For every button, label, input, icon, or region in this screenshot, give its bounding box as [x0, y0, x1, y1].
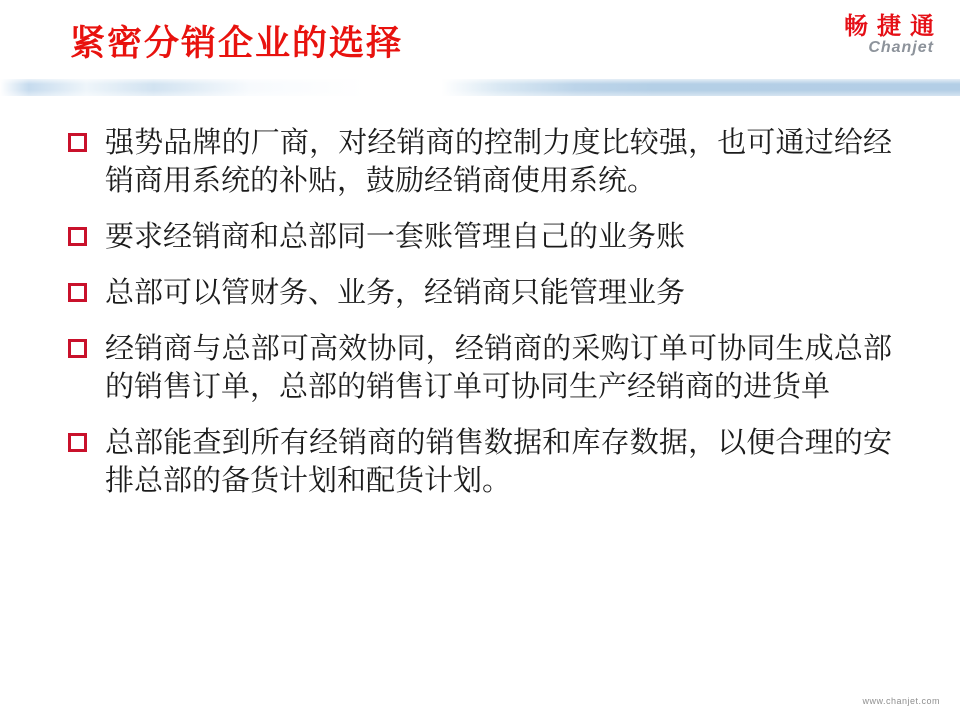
list-item [68, 424, 892, 500]
list-item [68, 218, 892, 256]
bullet-square-icon [68, 227, 87, 246]
bullet-square-icon [68, 283, 87, 302]
logo-english-text: Chanjet [868, 39, 934, 57]
bullet-text: 强势品牌的厂商，对经销商的控制力度比较强，也可通过给经销商用系统的补贴，鼓励经销商使用系统。 [105, 127, 892, 197]
bullet-text: 经销商与总部可高效协同，经销商的采购订单可协同生成总部的销售订单，总部的销售订单可协同生产经销商的进货单 [105, 333, 892, 403]
page-title: 紧密分销企业的选择 [70, 24, 404, 63]
bullet-square-icon [68, 133, 87, 152]
bullet-text: 总部能查到所有经销商的销售数据和库存数据，以便合理的安排总部的备货计划和配货计划。 [105, 427, 892, 497]
bullet-square-icon [68, 339, 87, 358]
chanjet-logo [844, 13, 943, 57]
footer-url: www.chanjet.com [862, 696, 940, 706]
bullet-list [68, 124, 892, 518]
bullet-text: 要求经销商和总部同一套账管理自己的业务账 [105, 221, 686, 253]
header-divider-band [0, 79, 960, 96]
list-item [68, 330, 892, 406]
bullet-text: 总部可以管财务、业务，经销商只能管理业务 [105, 277, 686, 309]
bullet-square-icon [68, 433, 87, 452]
list-item [68, 124, 892, 200]
list-item [68, 274, 892, 312]
logo-chinese-text: 畅捷通 [844, 13, 943, 40]
